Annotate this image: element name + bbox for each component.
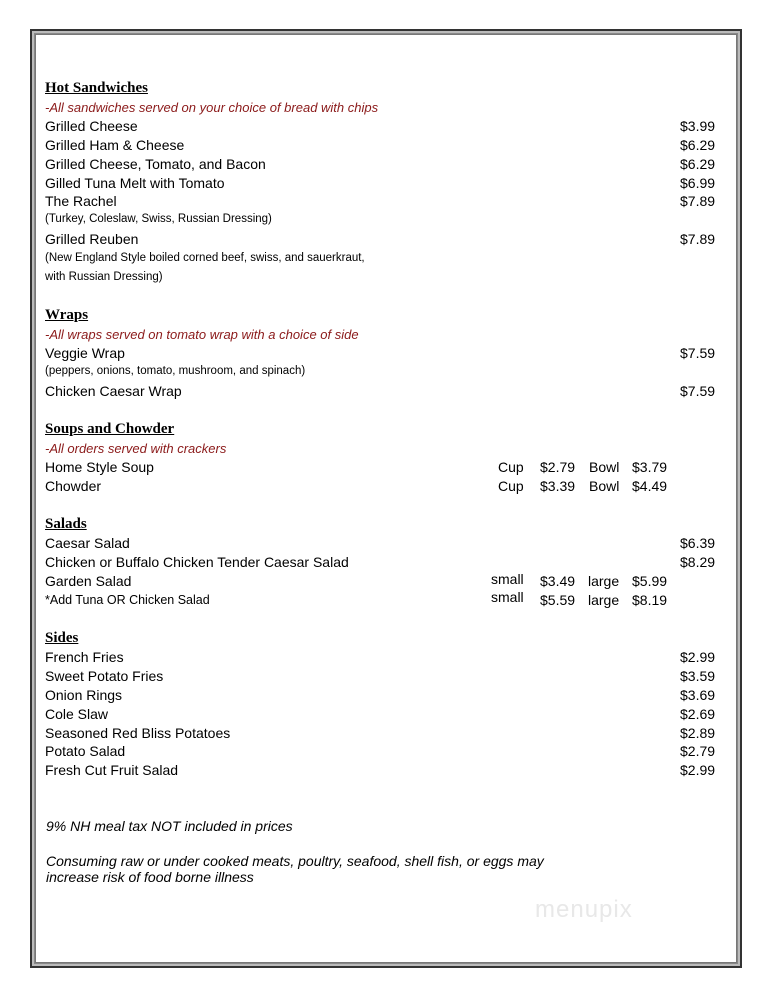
menu-item-name: Gilled Tuna Melt with Tomato [45,175,225,191]
menu-item-name: French Fries [45,649,124,665]
size-price: $8.19 [632,592,668,608]
size-price: $5.99 [632,573,668,589]
menu-item-price: $7.59 [680,345,716,361]
menu-item-name: Grilled Ham & Cheese [45,137,185,153]
menu-item-price: $3.99 [680,118,716,134]
menu-item-price: $7.59 [680,383,716,399]
menu-item-name: Seasoned Red Bliss Potatoes [45,725,231,741]
size-price: $3.39 [540,478,576,494]
size-price: $4.49 [632,478,668,494]
tax-note: 9% NH meal tax NOT included in prices [46,818,293,834]
menu-item-name: Caesar Salad [45,535,130,551]
menu-item-name: Grilled Cheese, Tomato, and Bacon [45,156,266,172]
menu-item-price: $2.99 [680,649,716,665]
size-label: small [491,589,524,605]
menu-item-name: Garden Salad [45,573,132,589]
menu-item-price: $6.39 [680,535,716,551]
section-note: -All sandwiches served on your choice of bread with chips [45,100,379,115]
menu-item-name: Fresh Cut Fruit Salad [45,762,179,778]
menu-item-price: $2.69 [680,706,716,722]
menu-item-name: The Rachel [45,193,117,209]
size-label: large [588,592,620,608]
size-price: $2.79 [540,459,576,475]
size-label: large [588,573,620,589]
size-label: Cup [498,459,524,475]
menu-item-name: Cole Slaw [45,706,109,722]
section-heading-wraps: Wraps [45,307,89,323]
menu-item-name: Grilled Reuben [45,231,139,247]
size-label: Cup [498,478,524,494]
menu-item-name: Chicken Caesar Wrap [45,383,182,399]
section-note: -All orders served with crackers [45,441,227,456]
menu-item-price: $2.89 [680,725,716,741]
menu-item-name: Grilled Cheese [45,118,138,134]
menu-item-name: *Add Tuna OR Chicken Salad [45,593,210,607]
item-description: (Turkey, Coleslaw, Swiss, Russian Dressing) [45,213,272,225]
menu-item-name: Chowder [45,478,102,494]
menupix-watermark: menupix [535,896,633,923]
menu-item-price: $2.99 [680,762,716,778]
menu-item-name: Chicken or Buffalo Chicken Tender Caesar Salad [45,554,349,570]
size-price: $5.59 [540,592,576,608]
menu-item-name: Onion Rings [45,687,123,703]
section-heading-salads: Salads [45,516,87,532]
size-price: $3.49 [540,573,576,589]
section-note: -All wraps served on tomato wrap with a choice of side [45,327,359,342]
menu-item-price: $8.29 [680,554,716,570]
item-description: with Russian Dressing) [45,271,163,283]
menu-item-price: $6.29 [680,156,716,172]
item-description: (New England Style boiled corned beef, swiss, and sauerkraut, [45,252,365,264]
menu-item-price: $3.59 [680,668,716,684]
menu-item-name: Veggie Wrap [45,345,125,361]
menu-item-price: $7.89 [680,193,716,209]
menu-item-name: Sweet Potato Fries [45,668,164,684]
menu-item-price: $6.29 [680,137,716,153]
size-label: small [491,571,524,587]
menu-item-price: $3.69 [680,687,716,703]
section-heading-hot-sandwiches: Hot Sandwiches [45,80,148,96]
health-warning-line-1: Consuming raw or under cooked meats, poultry, seafood, shell fish, or eggs may [46,853,544,869]
menu-item-name: Home Style Soup [45,459,154,475]
section-heading-sides: Sides [45,630,79,646]
size-label: Bowl [589,478,620,494]
menu-item-price: $7.89 [680,231,716,247]
menu-item-price: $6.99 [680,175,716,191]
menu-item-name: Potato Salad [45,743,126,759]
size-price: $3.79 [632,459,668,475]
section-heading-soups: Soups and Chowder [45,421,175,437]
health-warning-line-2: increase risk of food borne illness [46,869,254,885]
size-label: Bowl [589,459,620,475]
menu-item-price: $2.79 [680,743,716,759]
item-description: (peppers, onions, tomato, mushroom, and spinach) [45,365,306,377]
